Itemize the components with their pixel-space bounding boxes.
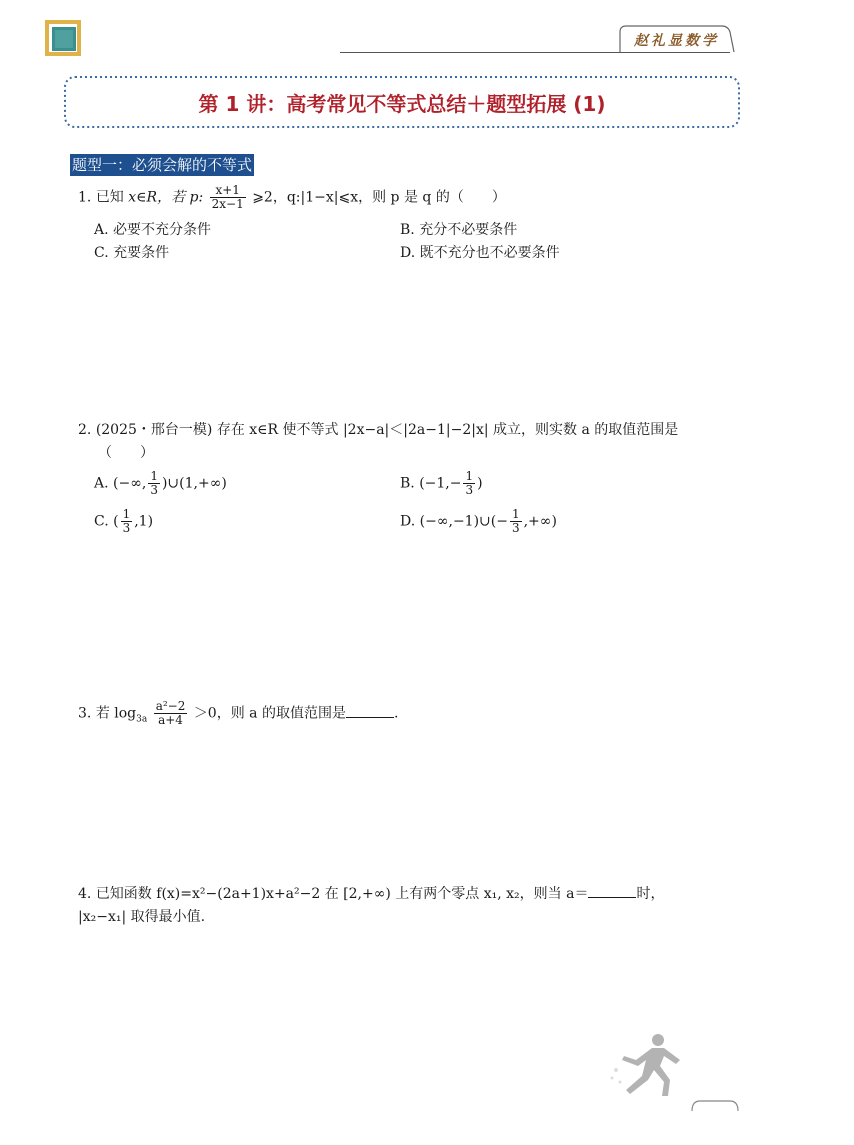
option-text: 充分不必要条件 [419,222,518,238]
fraction [148,470,160,497]
question-2 [78,419,678,441]
fraction [463,470,475,497]
question-stem-post: ＞0，则 a 的取值范围是 [193,705,346,722]
fraction-denominator: 3 [465,483,474,497]
question-stem: (2025・邢台一模) 存在 x∈R 使不等式 |2x−a|＜|2a−1|−2|x| 成立，则实数 a 的取值范围是 [95,422,679,438]
question-stem-post: ⩾2，q:|1−x|⩽x，则 p 是 q 的（ ） [252,189,506,206]
option-pre: (−∞, [113,475,147,492]
fraction [510,508,522,535]
answer-blank[interactable] [346,717,394,718]
option-c [94,242,169,264]
option-a [94,470,227,497]
question-stem-pre: 若 log [95,705,137,722]
fraction-numerator: 1 [150,469,158,483]
option-text: 必要不充分条件 [113,222,212,238]
question-4-line2: |x₂−x₁| 取得最小值. [78,909,206,925]
option-letter: C. [94,513,109,530]
option-b [400,470,483,497]
option-letter: B. [400,222,415,238]
question-number: 2. [78,422,92,438]
option-letter: A. [94,222,109,238]
fraction [210,184,246,211]
fraction-denominator: 3 [150,483,158,497]
option-pre: (−∞,−1)∪(− [419,513,508,530]
question-stem: 已知函数 f(x)=x²−(2a+1)x+a²−2 在 [2,+∞) 上有两个零点 x₁, x₂，则当 a＝ [95,886,589,902]
fraction [154,700,188,727]
question-stem-body: x∈R，若 p: [128,189,204,206]
option-letter: C. [94,245,109,261]
question-stem-pre: 已知 [95,189,129,206]
fraction-numerator: 1 [465,469,474,483]
option-d [400,508,557,535]
fraction [121,508,133,535]
fraction-numerator: a²−2 [155,699,186,713]
answer-blank[interactable] [588,897,636,898]
question-4 [78,883,664,905]
fraction-denominator: a+4 [158,713,183,727]
question-stem-end: . [393,705,399,722]
section-heading: 题型一：必须会解的不等式 [72,156,253,174]
option-c [94,508,153,535]
fraction-denominator: 2x−1 [211,197,244,211]
option-post: ) [477,475,483,492]
option-letter: A. [94,475,109,492]
option-letter: D. [400,245,416,261]
option-pre: ( [113,513,119,530]
option-text: 既不充分也不必要条件 [419,245,560,261]
question-stem-end: 时， [636,886,665,902]
fraction-numerator: x+1 [210,184,246,198]
question-2-line2: （ ） [98,445,154,461]
runner-illustration-icon [606,1030,686,1100]
log-base: 3a [136,714,148,725]
option-pre: (−1,− [419,475,462,492]
option-post: ,+∞) [523,513,557,530]
page-tab-shape [690,1097,740,1113]
option-post: )∪(1,+∞) [161,475,227,492]
brand-name: 赵礼显数学 [634,33,719,49]
fraction-numerator: 1 [511,507,520,521]
question-number: 3. [78,705,92,722]
fraction-denominator: 3 [122,521,131,535]
option-a [94,219,211,241]
lecture-title: 第 1 讲：高考常见不等式总结＋题型拓展 (1) [198,92,606,116]
question-number: 4. [78,886,92,902]
question-1 [78,184,506,211]
option-d [400,242,560,264]
question-number: 1. [78,189,92,206]
option-b [400,219,517,241]
option-letter: D. [400,513,416,530]
logo-square-icon [45,20,81,56]
fraction-numerator: 1 [122,507,131,521]
option-post: ,1) [134,513,154,530]
fraction-denominator: 3 [511,521,520,535]
option-letter: B. [400,475,415,492]
option-text: 充要条件 [113,245,170,261]
question-3 [78,700,398,730]
